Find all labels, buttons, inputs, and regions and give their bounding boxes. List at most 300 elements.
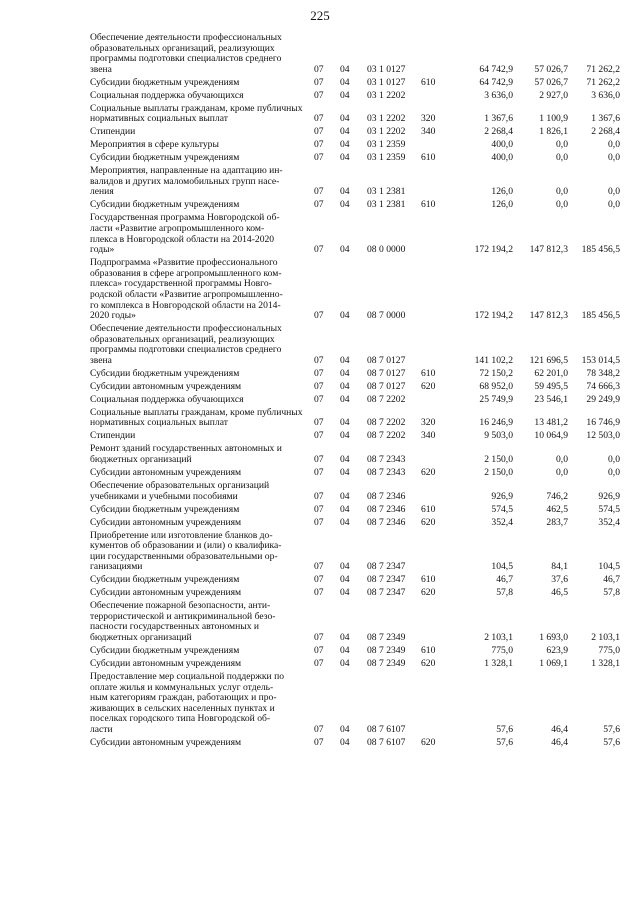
amount-year-2: 283,7 bbox=[546, 516, 568, 528]
amount-year-2: 57 026,7 bbox=[534, 63, 568, 75]
target-article-code: 08 7 6107 bbox=[367, 736, 406, 748]
subsection-code: 04 bbox=[340, 632, 350, 644]
table-row bbox=[90, 127, 620, 138]
subsection-code: 04 bbox=[340, 63, 350, 75]
amount-year-1: 57,8 bbox=[496, 587, 513, 599]
expense-name-line: ласти bbox=[90, 723, 113, 735]
amount-year-1: 126,0 bbox=[491, 199, 513, 211]
amount-year-2: 46,4 bbox=[551, 723, 568, 735]
expense-name-line: бюджетных организаций bbox=[90, 632, 192, 644]
amount-year-1: 172 194,2 bbox=[474, 310, 513, 322]
target-article-code: 03 1 0127 bbox=[367, 76, 406, 88]
table-row bbox=[90, 213, 620, 255]
section-code: 07 bbox=[314, 89, 324, 101]
subsection-code: 04 bbox=[340, 310, 350, 322]
target-article-code: 08 7 2347 bbox=[367, 561, 406, 573]
amount-year-1: 9 503,0 bbox=[484, 430, 513, 442]
table-row bbox=[90, 166, 620, 198]
expense-name-line: Субсидии бюджетным учреждениям bbox=[90, 199, 240, 211]
expense-name-line: звена bbox=[90, 63, 112, 75]
subsection-code: 04 bbox=[340, 199, 350, 211]
expense-name bbox=[90, 91, 314, 102]
amount-year-1: 25 749,9 bbox=[479, 393, 513, 405]
expense-name bbox=[90, 659, 314, 670]
table-row bbox=[90, 531, 620, 573]
expense-name-line: звена bbox=[90, 354, 112, 366]
table-row bbox=[90, 324, 620, 366]
amount-year-1: 46,7 bbox=[496, 574, 513, 586]
expense-name-line: Субсидии бюджетным учреждениям bbox=[90, 645, 240, 657]
amount-year-3: 0,0 bbox=[608, 199, 620, 211]
target-article-code: 08 7 0000 bbox=[367, 310, 406, 322]
expense-name-line: Социальные выплаты гражданам, кроме публичных нормативных социальных выплат bbox=[90, 406, 303, 429]
expense-name-line: Ремонт зданий государственных автономных и bbox=[90, 443, 282, 455]
expense-name bbox=[90, 324, 314, 366]
section-code: 07 bbox=[314, 723, 324, 735]
table-row bbox=[90, 518, 620, 529]
expense-name-line: Обеспечение деятельности профессиональных bbox=[90, 32, 282, 43]
amount-year-3: 3 636,0 bbox=[591, 89, 620, 101]
amount-year-1: 64 742,9 bbox=[479, 76, 513, 88]
expense-type-code: 610 bbox=[421, 574, 436, 586]
target-article-code: 03 1 2359 bbox=[367, 139, 406, 151]
subsection-code: 04 bbox=[340, 186, 350, 198]
amount-year-1: 574,5 bbox=[491, 503, 513, 515]
amount-year-2: 62 201,0 bbox=[534, 367, 568, 379]
amount-year-3: 12 503,0 bbox=[586, 430, 620, 442]
subsection-code: 04 bbox=[340, 454, 350, 466]
section-code: 07 bbox=[314, 467, 324, 478]
table-row bbox=[90, 481, 620, 502]
target-article-code: 08 7 2347 bbox=[367, 587, 406, 599]
target-article-code: 03 1 2381 bbox=[367, 186, 406, 198]
amount-year-2: 746,2 bbox=[546, 490, 568, 502]
expense-name bbox=[90, 369, 314, 380]
section-code: 07 bbox=[314, 430, 324, 442]
section-code: 07 bbox=[314, 574, 324, 586]
expense-type-code: 340 bbox=[421, 126, 436, 138]
expense-type-code: 610 bbox=[421, 76, 436, 88]
expense-name bbox=[90, 200, 314, 211]
expense-name bbox=[90, 481, 314, 502]
amount-year-1: 1 328,1 bbox=[484, 658, 513, 670]
expense-name-line: образования в сфере агропромышленного ком- bbox=[90, 267, 282, 279]
target-article-code: 08 7 2346 bbox=[367, 516, 406, 528]
amount-year-1: 104,5 bbox=[491, 561, 513, 573]
table-row bbox=[90, 444, 620, 465]
target-article-code: 08 7 2346 bbox=[367, 490, 406, 502]
amount-year-2: 0,0 bbox=[556, 186, 568, 198]
subsection-code: 04 bbox=[340, 393, 350, 405]
target-article-code: 08 0 0000 bbox=[367, 244, 406, 256]
amount-year-1: 926,9 bbox=[491, 490, 513, 502]
budget-table bbox=[90, 33, 620, 751]
section-code: 07 bbox=[314, 393, 324, 405]
section-code: 07 bbox=[314, 244, 324, 256]
expense-name-line: оплате жилья и коммунальных услуг отдель- bbox=[90, 681, 274, 693]
table-row bbox=[90, 78, 620, 89]
subsection-code: 04 bbox=[340, 587, 350, 599]
amount-year-3: 153 014,5 bbox=[581, 354, 620, 366]
table-row bbox=[90, 258, 620, 322]
section-code: 07 bbox=[314, 199, 324, 211]
amount-year-1: 57,6 bbox=[496, 736, 513, 748]
expense-name-line: Обеспечение образовательных организаций bbox=[90, 479, 270, 491]
section-code: 07 bbox=[314, 516, 324, 528]
table-row bbox=[90, 659, 620, 670]
section-code: 07 bbox=[314, 139, 324, 151]
amount-year-3: 78 348,2 bbox=[586, 367, 620, 379]
table-row bbox=[90, 588, 620, 599]
table-row bbox=[90, 153, 620, 164]
table-row bbox=[90, 575, 620, 586]
section-code: 07 bbox=[314, 152, 324, 164]
section-code: 07 bbox=[314, 632, 324, 644]
amount-year-3: 57,6 bbox=[603, 723, 620, 735]
expense-name-line: ганизациями bbox=[90, 561, 143, 573]
expense-name bbox=[90, 738, 314, 749]
amount-year-3: 74 666,3 bbox=[586, 380, 620, 392]
section-code: 07 bbox=[314, 310, 324, 322]
expense-name bbox=[90, 153, 314, 164]
expense-name bbox=[90, 505, 314, 516]
subsection-code: 04 bbox=[340, 503, 350, 515]
amount-year-2: 121 696,5 bbox=[529, 354, 568, 366]
expense-name-line: Государственная программа Новгородской об- bbox=[90, 212, 280, 224]
subsection-code: 04 bbox=[340, 380, 350, 392]
amount-year-3: 71 262,2 bbox=[586, 63, 620, 75]
section-code: 07 bbox=[314, 76, 324, 88]
amount-year-2: 37,6 bbox=[551, 574, 568, 586]
table-row bbox=[90, 140, 620, 151]
amount-year-1: 1 367,6 bbox=[484, 113, 513, 125]
amount-year-3: 29 249,9 bbox=[586, 393, 620, 405]
amount-year-1: 3 636,0 bbox=[484, 89, 513, 101]
expense-name-line: валидов и других маломобильных групп насе- bbox=[90, 175, 280, 187]
section-code: 07 bbox=[314, 454, 324, 466]
amount-year-3: 2 103,1 bbox=[591, 632, 620, 644]
amount-year-1: 400,0 bbox=[491, 152, 513, 164]
subsection-code: 04 bbox=[340, 430, 350, 442]
expense-name-line: Мероприятия в сфере культуры bbox=[90, 139, 219, 151]
amount-year-2: 0,0 bbox=[556, 199, 568, 211]
expense-name-line: Стипендии bbox=[90, 126, 136, 138]
expense-name-line: Субсидии бюджетным учреждениям bbox=[90, 367, 240, 379]
expense-type-code: 620 bbox=[421, 516, 436, 528]
expense-name bbox=[90, 646, 314, 657]
expense-name-line: Обеспечение пожарной безопасности, анти- bbox=[90, 600, 271, 612]
amount-year-2: 0,0 bbox=[556, 467, 568, 478]
expense-name bbox=[90, 140, 314, 151]
amount-year-1: 141 102,2 bbox=[474, 354, 513, 366]
subsection-code: 04 bbox=[340, 561, 350, 573]
expense-name bbox=[90, 408, 314, 429]
expense-name-line: кументов об образовании и (или) о квалифика- bbox=[90, 540, 282, 552]
expense-type-code: 610 bbox=[421, 645, 436, 657]
section-code: 07 bbox=[314, 645, 324, 657]
expense-name-line: Предоставление мер социальной поддержки по bbox=[90, 671, 285, 682]
target-article-code: 03 1 2381 bbox=[367, 199, 406, 211]
amount-year-3: 0,0 bbox=[608, 139, 620, 151]
amount-year-2: 46,4 bbox=[551, 736, 568, 748]
amount-year-3: 46,7 bbox=[603, 574, 620, 586]
subsection-code: 04 bbox=[340, 89, 350, 101]
expense-name bbox=[90, 431, 314, 442]
amount-year-2: 10 064,9 bbox=[534, 430, 568, 442]
amount-year-2: 147 812,3 bbox=[529, 244, 568, 256]
page-number: 225 bbox=[310, 8, 330, 23]
target-article-code: 08 7 2349 bbox=[367, 658, 406, 670]
target-article-code: 08 7 0127 bbox=[367, 354, 406, 366]
expense-name bbox=[90, 444, 314, 465]
amount-year-2: 57 026,7 bbox=[534, 76, 568, 88]
amount-year-3: 57,6 bbox=[603, 736, 620, 748]
section-code: 07 bbox=[314, 587, 324, 599]
amount-year-3: 775,0 bbox=[598, 645, 620, 657]
expense-name-line: го комплекса в Новгородской области на 2014- bbox=[90, 299, 281, 311]
amount-year-3: 352,4 bbox=[598, 516, 620, 528]
expense-name bbox=[90, 213, 314, 255]
expense-type-code: 610 bbox=[421, 199, 436, 211]
section-code: 07 bbox=[314, 367, 324, 379]
expense-name-line: Субсидии автономным учреждениям bbox=[90, 380, 242, 392]
expense-name bbox=[90, 78, 314, 89]
expense-name bbox=[90, 588, 314, 599]
target-article-code: 03 1 2202 bbox=[367, 89, 406, 101]
amount-year-1: 64 742,9 bbox=[479, 63, 513, 75]
target-article-code: 08 7 6107 bbox=[367, 723, 406, 735]
amount-year-1: 400,0 bbox=[491, 139, 513, 151]
amount-year-2: 462,5 bbox=[546, 503, 568, 515]
amount-year-2: 1 826,1 bbox=[539, 126, 568, 138]
amount-year-2: 147 812,3 bbox=[529, 310, 568, 322]
expense-name-line: Субсидии бюджетным учреждениям bbox=[90, 152, 240, 164]
amount-year-1: 68 952,0 bbox=[479, 380, 513, 392]
expense-name bbox=[90, 601, 314, 643]
expense-name bbox=[90, 258, 314, 322]
target-article-code: 08 7 2347 bbox=[367, 574, 406, 586]
expense-name-line: Субсидии автономным учреждениям bbox=[90, 658, 242, 670]
amount-year-2: 59 495,5 bbox=[534, 380, 568, 392]
amount-year-3: 926,9 bbox=[598, 490, 620, 502]
subsection-code: 04 bbox=[340, 645, 350, 657]
expense-name-line: ным категориям граждан, работающих и про- bbox=[90, 692, 277, 704]
amount-year-3: 0,0 bbox=[608, 152, 620, 164]
expense-name bbox=[90, 672, 314, 736]
amount-year-3: 2 268,4 bbox=[591, 126, 620, 138]
target-article-code: 03 1 0127 bbox=[367, 63, 406, 75]
section-code: 07 bbox=[314, 113, 324, 125]
expense-name-line: программы подготовки специалистов среднего bbox=[90, 53, 282, 65]
table-row bbox=[90, 738, 620, 749]
table-row bbox=[90, 505, 620, 516]
expense-name-line: Социальная поддержка обучающихся bbox=[90, 393, 244, 405]
amount-year-1: 775,0 bbox=[491, 645, 513, 657]
subsection-code: 04 bbox=[340, 736, 350, 748]
target-article-code: 08 7 2202 bbox=[367, 430, 406, 442]
target-article-code: 08 7 0127 bbox=[367, 367, 406, 379]
expense-name-line: ции государственными образовательными ор- bbox=[90, 550, 278, 562]
subsection-code: 04 bbox=[340, 467, 350, 478]
amount-year-1: 172 194,2 bbox=[474, 244, 513, 256]
target-article-code: 03 1 2202 bbox=[367, 113, 406, 125]
expense-name bbox=[90, 575, 314, 586]
section-code: 07 bbox=[314, 380, 324, 392]
amount-year-1: 2 150,0 bbox=[484, 467, 513, 478]
expense-type-code: 620 bbox=[421, 587, 436, 599]
subsection-code: 04 bbox=[340, 76, 350, 88]
expense-type-code: 620 bbox=[421, 380, 436, 392]
subsection-code: 04 bbox=[340, 126, 350, 138]
subsection-code: 04 bbox=[340, 367, 350, 379]
target-article-code: 08 7 2343 bbox=[367, 467, 406, 478]
table-row bbox=[90, 672, 620, 736]
expense-type-code: 620 bbox=[421, 736, 436, 748]
amount-year-3: 185 456,5 bbox=[581, 244, 620, 256]
subsection-code: 04 bbox=[340, 658, 350, 670]
expense-name-line: живающих в сельских населенных пунктах и bbox=[90, 702, 275, 714]
expense-type-code: 610 bbox=[421, 367, 436, 379]
expense-name bbox=[90, 531, 314, 573]
expense-name-line: Подпрограмма «Развитие профессионального bbox=[90, 257, 278, 269]
expense-name-line: плекса в Новгородской области на 2014-2020 bbox=[90, 233, 275, 245]
expense-name bbox=[90, 468, 314, 479]
amount-year-2: 0,0 bbox=[556, 152, 568, 164]
amount-year-2: 623,9 bbox=[546, 645, 568, 657]
amount-year-3: 0,0 bbox=[608, 186, 620, 198]
amount-year-3: 71 262,2 bbox=[586, 76, 620, 88]
expense-name-line: Субсидии бюджетным учреждениям bbox=[90, 503, 240, 515]
expense-name-line: Субсидии бюджетным учреждениям bbox=[90, 574, 240, 586]
expense-name-line: программы подготовки специалистов среднего bbox=[90, 344, 282, 356]
expense-name bbox=[90, 166, 314, 198]
section-code: 07 bbox=[314, 490, 324, 502]
target-article-code: 03 1 2359 bbox=[367, 152, 406, 164]
section-code: 07 bbox=[314, 417, 324, 429]
table-row bbox=[90, 646, 620, 657]
subsection-code: 04 bbox=[340, 490, 350, 502]
expense-type-code: 620 bbox=[421, 658, 436, 670]
amount-year-1: 2 103,1 bbox=[484, 632, 513, 644]
expense-name-line: Субсидии бюджетным учреждениям bbox=[90, 76, 240, 88]
expense-name-line: родской области «Развитие агропромышленно- bbox=[90, 288, 283, 300]
section-code: 07 bbox=[314, 126, 324, 138]
target-article-code: 08 7 2349 bbox=[367, 632, 406, 644]
section-code: 07 bbox=[314, 736, 324, 748]
expense-name-line: годы» bbox=[90, 244, 115, 256]
amount-year-2: 1 100,9 bbox=[539, 113, 568, 125]
section-code: 07 bbox=[314, 63, 324, 75]
table-row bbox=[90, 369, 620, 380]
amount-year-1: 2 268,4 bbox=[484, 126, 513, 138]
amount-year-2: 84,1 bbox=[551, 561, 568, 573]
target-article-code: 08 7 2349 bbox=[367, 645, 406, 657]
amount-year-2: 46,5 bbox=[551, 587, 568, 599]
amount-year-3: 104,5 bbox=[598, 561, 620, 573]
expense-name-line: плекса» государственной программы Новго- bbox=[90, 278, 272, 290]
amount-year-2: 0,0 bbox=[556, 139, 568, 151]
expense-name-line: пасности государственных автономных и bbox=[90, 621, 260, 633]
amount-year-2: 0,0 bbox=[556, 454, 568, 466]
expense-name-line: Субсидии автономным учреждениям bbox=[90, 467, 242, 478]
expense-name-line: Субсидии автономным учреждениям bbox=[90, 587, 242, 599]
expense-type-code: 610 bbox=[421, 503, 436, 515]
expense-type-code: 620 bbox=[421, 467, 436, 478]
expense-type-code: 610 bbox=[421, 152, 436, 164]
expense-name-line: Субсидии автономным учреждениям bbox=[90, 736, 242, 748]
table-row bbox=[90, 104, 620, 125]
amount-year-1: 16 246,9 bbox=[479, 417, 513, 429]
amount-year-2: 2 927,0 bbox=[539, 89, 568, 101]
expense-name-line: Субсидии автономным учреждениям bbox=[90, 516, 242, 528]
expense-name-line: учебниками и учебными пособиями bbox=[90, 490, 238, 502]
amount-year-1: 126,0 bbox=[491, 186, 513, 198]
subsection-code: 04 bbox=[340, 244, 350, 256]
subsection-code: 04 bbox=[340, 354, 350, 366]
amount-year-3: 0,0 bbox=[608, 454, 620, 466]
table-row bbox=[90, 200, 620, 211]
expense-type-code: 320 bbox=[421, 417, 436, 429]
expense-name bbox=[90, 395, 314, 406]
expense-name-line: Социальные выплаты гражданам, кроме публичных нормативных социальных выплат bbox=[90, 102, 303, 125]
expense-name-line: 2020 годы» bbox=[90, 310, 136, 322]
amount-year-2: 1 069,1 bbox=[539, 658, 568, 670]
table-row bbox=[90, 468, 620, 479]
table-row bbox=[90, 408, 620, 429]
expense-name-line: ласти «Развитие агропромышленного ком- bbox=[90, 223, 265, 235]
amount-year-2: 23 546,1 bbox=[534, 393, 568, 405]
target-article-code: 08 7 2346 bbox=[367, 503, 406, 515]
expense-name-line: Обеспечение деятельности профессиональных bbox=[90, 323, 282, 335]
expense-name-line: Стипендии bbox=[90, 430, 136, 442]
expense-type-code: 340 bbox=[421, 430, 436, 442]
amount-year-3: 574,5 bbox=[598, 503, 620, 515]
section-code: 07 bbox=[314, 503, 324, 515]
amount-year-3: 185 456,5 bbox=[581, 310, 620, 322]
subsection-code: 04 bbox=[340, 113, 350, 125]
amount-year-3: 57,8 bbox=[603, 587, 620, 599]
amount-year-3: 1 328,1 bbox=[591, 658, 620, 670]
expense-name-line: бюджетных организаций bbox=[90, 454, 192, 466]
amount-year-1: 57,6 bbox=[496, 723, 513, 735]
subsection-code: 04 bbox=[340, 723, 350, 735]
expense-name bbox=[90, 104, 314, 125]
amount-year-1: 2 150,0 bbox=[484, 454, 513, 466]
table-row bbox=[90, 395, 620, 406]
target-article-code: 08 7 2202 bbox=[367, 393, 406, 405]
target-article-code: 03 1 2202 bbox=[367, 126, 406, 138]
expense-name-line: Мероприятия, направленные на адаптацию ин- bbox=[90, 165, 283, 177]
amount-year-2: 13 481,2 bbox=[534, 417, 568, 429]
expense-name-line: Социальная поддержка обучающихся bbox=[90, 89, 244, 101]
expense-name bbox=[90, 518, 314, 529]
table-row bbox=[90, 601, 620, 643]
expense-name-line: террористической и антикриминальной безо- bbox=[90, 610, 276, 622]
expense-name bbox=[90, 33, 314, 75]
subsection-code: 04 bbox=[340, 574, 350, 586]
amount-year-1: 72 150,2 bbox=[479, 367, 513, 379]
amount-year-3: 16 746,9 bbox=[586, 417, 620, 429]
amount-year-3: 1 367,6 bbox=[591, 113, 620, 125]
amount-year-3: 0,0 bbox=[608, 467, 620, 478]
table-row bbox=[90, 382, 620, 393]
section-code: 07 bbox=[314, 561, 324, 573]
table-row bbox=[90, 33, 620, 75]
table-row bbox=[90, 91, 620, 102]
section-code: 07 bbox=[314, 186, 324, 198]
expense-name-line: образовательных организаций, реализующих bbox=[90, 42, 275, 54]
subsection-code: 04 bbox=[340, 139, 350, 151]
